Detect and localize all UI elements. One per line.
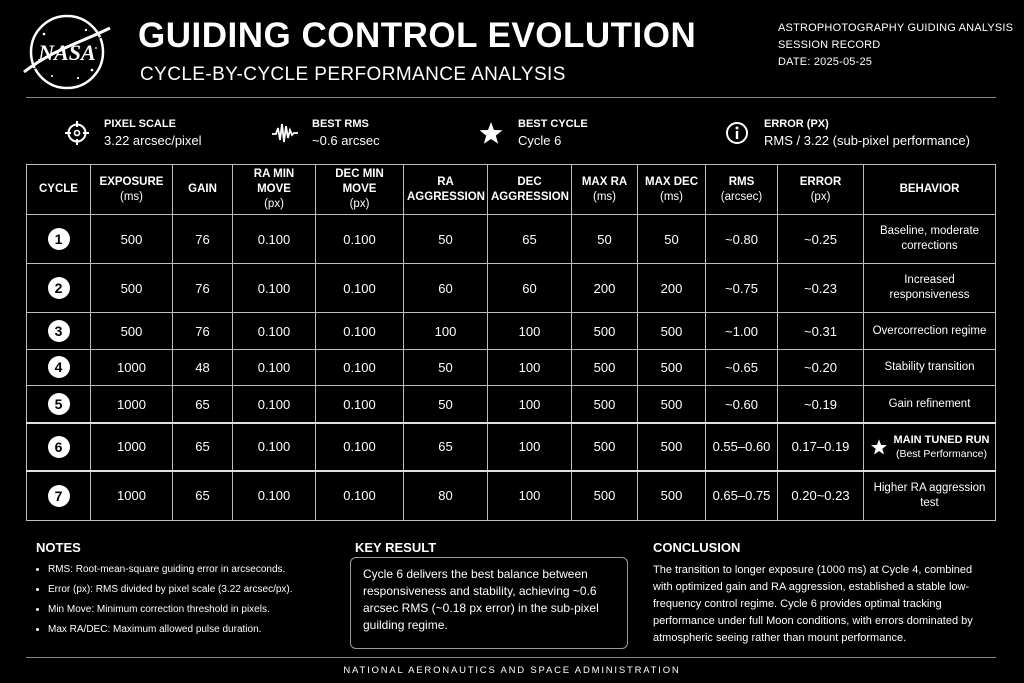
cell-behavior bbox=[864, 423, 996, 471]
behavior-title: MAIN TUNED RUN bbox=[893, 433, 990, 446]
cell-cycle bbox=[27, 349, 91, 385]
cycle-number-badge: 3 bbox=[48, 320, 70, 342]
cell-behavior: Higher RA aggression test bbox=[864, 471, 996, 521]
cell-ra-aggression: 50 bbox=[404, 349, 488, 385]
table-row bbox=[27, 423, 996, 471]
cell-cycle bbox=[27, 215, 91, 264]
cell-error: 0.17–0.19 bbox=[778, 423, 864, 471]
waveform-icon bbox=[272, 120, 298, 146]
cell-rms: ~1.00 bbox=[706, 313, 778, 349]
cell-behavior: Baseline, moderate corrections bbox=[864, 215, 996, 264]
cell-cycle bbox=[27, 313, 91, 349]
cell-rms: ~0.60 bbox=[706, 386, 778, 423]
cell-max-ra: 50 bbox=[572, 215, 638, 264]
table-row bbox=[27, 313, 996, 349]
cell-ra-min-move: 0.100 bbox=[233, 386, 316, 423]
stat-best-cycle bbox=[478, 116, 588, 150]
cell-ra-min-move: 0.100 bbox=[233, 349, 316, 385]
cell-error: ~0.20 bbox=[778, 349, 864, 385]
cell-error: ~0.31 bbox=[778, 313, 864, 349]
cell-ra-aggression: 80 bbox=[404, 471, 488, 521]
cell-cycle bbox=[27, 386, 91, 423]
cell-dec-aggression: 65 bbox=[488, 215, 572, 264]
cell-max-dec: 200 bbox=[638, 264, 706, 313]
stat-label: BEST RMS bbox=[312, 118, 369, 130]
cell-max-dec: 50 bbox=[638, 215, 706, 264]
cell-max-ra: 500 bbox=[572, 471, 638, 521]
cell-gain: 65 bbox=[173, 471, 233, 521]
cell-ra-aggression: 50 bbox=[404, 386, 488, 423]
footer-text: NATIONAL AERONAUTICS AND SPACE ADMINISTRATION bbox=[343, 665, 681, 676]
cell-error: ~0.19 bbox=[778, 386, 864, 423]
cell-max-ra: 500 bbox=[572, 313, 638, 349]
session-line-type: ASTROPHOTOGRAPHY GUIDING ANALYSIS bbox=[778, 22, 1014, 34]
cell-dec-aggression: 100 bbox=[488, 313, 572, 349]
table-row bbox=[27, 264, 996, 313]
cell-max-dec: 500 bbox=[638, 423, 706, 471]
cycle-number-badge: 2 bbox=[48, 277, 70, 299]
star-icon bbox=[478, 120, 504, 146]
table-header-row bbox=[27, 165, 996, 215]
cell-gain: 48 bbox=[173, 349, 233, 385]
behavior-subtitle: (Best Performance) bbox=[895, 447, 987, 460]
key-result-heading: KEY RESULT bbox=[355, 540, 437, 555]
cell-exposure: 500 bbox=[91, 215, 173, 264]
cell-dec-aggression: 100 bbox=[488, 423, 572, 471]
page-subtitle: CYCLE-BY-CYCLE PERFORMANCE ANALYSIS bbox=[140, 64, 566, 85]
nasa-logo bbox=[22, 12, 112, 92]
header-error: ERROR (px) bbox=[778, 165, 864, 215]
stat-value: 3.22 arcsec/pixel bbox=[104, 133, 202, 148]
header-dec-min-move: DEC MIN MOVE (px) bbox=[316, 165, 404, 215]
cell-cycle bbox=[27, 471, 91, 521]
session-line-date: DATE: 2025-05-25 bbox=[778, 56, 873, 68]
cell-dec-aggression: 100 bbox=[488, 386, 572, 423]
cell-dec-min-move: 0.100 bbox=[316, 215, 404, 264]
cell-behavior: Gain refinement bbox=[864, 386, 996, 423]
cell-exposure: 1000 bbox=[91, 423, 173, 471]
cell-max-ra: 500 bbox=[572, 386, 638, 423]
stat-value: ~0.6 arcsec bbox=[312, 133, 380, 148]
cycle-number-badge: 5 bbox=[48, 393, 70, 415]
stat-label: BEST CYCLE bbox=[518, 118, 588, 130]
cell-gain: 65 bbox=[173, 423, 233, 471]
note-item: • RMS: Root-mean-square guiding error in arcseconds. bbox=[48, 560, 293, 580]
cell-ra-min-move: 0.100 bbox=[233, 471, 316, 521]
header-exposure: EXPOSURE (ms) bbox=[91, 165, 173, 215]
table-row bbox=[27, 386, 996, 423]
cell-dec-min-move: 0.100 bbox=[316, 423, 404, 471]
stat-error-px bbox=[724, 116, 970, 150]
session-line-record: SESSION RECORD bbox=[778, 39, 881, 51]
header-ra-min-move: RA MIN MOVE (px) bbox=[233, 165, 316, 215]
cell-ra-min-move: 0.100 bbox=[233, 313, 316, 349]
cell-dec-aggression: 100 bbox=[488, 349, 572, 385]
cell-max-dec: 500 bbox=[638, 349, 706, 385]
cell-max-dec: 500 bbox=[638, 313, 706, 349]
cell-dec-min-move: 0.100 bbox=[316, 386, 404, 423]
cell-rms: ~0.80 bbox=[706, 215, 778, 264]
guiding-table bbox=[26, 164, 996, 521]
cell-ra-aggression: 60 bbox=[404, 264, 488, 313]
cell-ra-aggression: 100 bbox=[404, 313, 488, 349]
header-divider bbox=[26, 97, 996, 98]
key-result-text: Cycle 6 delivers the best balance between responsiveness and stability, achieving ~0.6 arcsec RMS (~0.18 px error) in the sub-pixel guilding regime. bbox=[363, 567, 599, 632]
cell-dec-min-move: 0.100 bbox=[316, 264, 404, 313]
stat-pixel-scale bbox=[64, 116, 202, 150]
key-result-box bbox=[350, 557, 628, 649]
conclusion-text: The transition to longer exposure (1000 ms) at Cycle 4, combined with optimized gain and RA aggression, established a stable low-frequency control regime. Cycle 6 provides optimal tracking performance under full Moon conditions, with errors dominated by atmospheric seeing rather than mount performance. bbox=[653, 564, 973, 644]
cycle-number-badge: 4 bbox=[48, 356, 70, 378]
cell-error: ~0.23 bbox=[778, 264, 864, 313]
cell-ra-min-move: 0.100 bbox=[233, 215, 316, 264]
stat-label: ERROR (PX) bbox=[764, 118, 829, 130]
cell-rms: ~0.65 bbox=[706, 349, 778, 385]
cell-dec-min-move: 0.100 bbox=[316, 349, 404, 385]
cell-ra-min-move: 0.100 bbox=[233, 423, 316, 471]
notes-list bbox=[36, 560, 293, 640]
cell-exposure: 1000 bbox=[91, 349, 173, 385]
cell-max-ra: 500 bbox=[572, 423, 638, 471]
cell-error: 0.20~0.23 bbox=[778, 471, 864, 521]
cell-gain: 65 bbox=[173, 386, 233, 423]
cell-max-dec: 500 bbox=[638, 386, 706, 423]
stat-best-rms bbox=[272, 116, 380, 150]
cell-dec-min-move: 0.100 bbox=[316, 471, 404, 521]
page-title: GUIDING CONTROL EVOLUTION bbox=[138, 16, 697, 55]
header-max-dec: MAX DEC (ms) bbox=[638, 165, 706, 215]
cell-ra-min-move: 0.100 bbox=[233, 264, 316, 313]
header-cycle: CYCLE bbox=[27, 165, 91, 215]
cell-exposure: 500 bbox=[91, 313, 173, 349]
header-dec-aggression: DEC AGGRESSION bbox=[488, 165, 572, 215]
cell-rms: 0.65–0.75 bbox=[706, 471, 778, 521]
cycle-number-badge: 7 bbox=[48, 485, 70, 507]
header-ra-aggression: RA AGGRESSION bbox=[404, 165, 488, 215]
cell-cycle bbox=[27, 264, 91, 313]
cell-rms: 0.55–0.60 bbox=[706, 423, 778, 471]
table-row bbox=[27, 349, 996, 385]
cell-error: ~0.25 bbox=[778, 215, 864, 264]
note-item: • Max RA/DEC: Maximum allowed pulse duration. bbox=[48, 620, 293, 640]
stat-value: Cycle 6 bbox=[518, 133, 562, 148]
cell-dec-aggression: 60 bbox=[488, 264, 572, 313]
cell-max-dec: 500 bbox=[638, 471, 706, 521]
star-icon bbox=[870, 438, 888, 456]
cell-dec-min-move: 0.100 bbox=[316, 313, 404, 349]
header-gain: GAIN bbox=[173, 165, 233, 215]
cell-behavior: Overcorrection regime bbox=[864, 313, 996, 349]
logo-text: NASA bbox=[38, 40, 96, 65]
header-behavior: BEHAVIOR bbox=[864, 165, 996, 215]
note-item: • Min Move: Minimum correction threshold in pixels. bbox=[48, 600, 293, 620]
cycle-number-badge: 6 bbox=[48, 436, 70, 458]
note-item: • Error (px): RMS divided by pixel scale (3.22 arcsec/px). bbox=[48, 580, 293, 600]
cell-dec-aggression: 100 bbox=[488, 471, 572, 521]
cell-cycle bbox=[27, 423, 91, 471]
cell-behavior: Stability transition bbox=[864, 349, 996, 385]
cell-exposure: 1000 bbox=[91, 471, 173, 521]
cell-ra-aggression: 65 bbox=[404, 423, 488, 471]
cell-gain: 76 bbox=[173, 313, 233, 349]
cell-behavior: Increased responsiveness bbox=[864, 264, 996, 313]
cell-ra-aggression: 50 bbox=[404, 215, 488, 264]
info-icon bbox=[724, 120, 750, 146]
header-max-ra: MAX RA (ms) bbox=[572, 165, 638, 215]
cycle-number-badge: 1 bbox=[48, 228, 70, 250]
cell-exposure: 500 bbox=[91, 264, 173, 313]
table-row bbox=[27, 471, 996, 521]
cell-rms: ~0.75 bbox=[706, 264, 778, 313]
stat-value: RMS / 3.22 (sub-pixel performance) bbox=[764, 133, 970, 148]
cell-max-ra: 200 bbox=[572, 264, 638, 313]
cell-max-ra: 500 bbox=[572, 349, 638, 385]
session-info bbox=[778, 20, 1013, 71]
cell-exposure: 1000 bbox=[91, 386, 173, 423]
notes-heading: NOTES bbox=[36, 540, 81, 555]
stat-label: PIXEL SCALE bbox=[104, 118, 176, 130]
cell-gain: 76 bbox=[173, 215, 233, 264]
cell-gain: 76 bbox=[173, 264, 233, 313]
crosshair-icon bbox=[64, 120, 90, 146]
footer-divider bbox=[26, 657, 996, 658]
table-row bbox=[27, 215, 996, 264]
header-rms: RMS (arcsec) bbox=[706, 165, 778, 215]
conclusion-heading: CONCLUSION bbox=[653, 540, 741, 555]
